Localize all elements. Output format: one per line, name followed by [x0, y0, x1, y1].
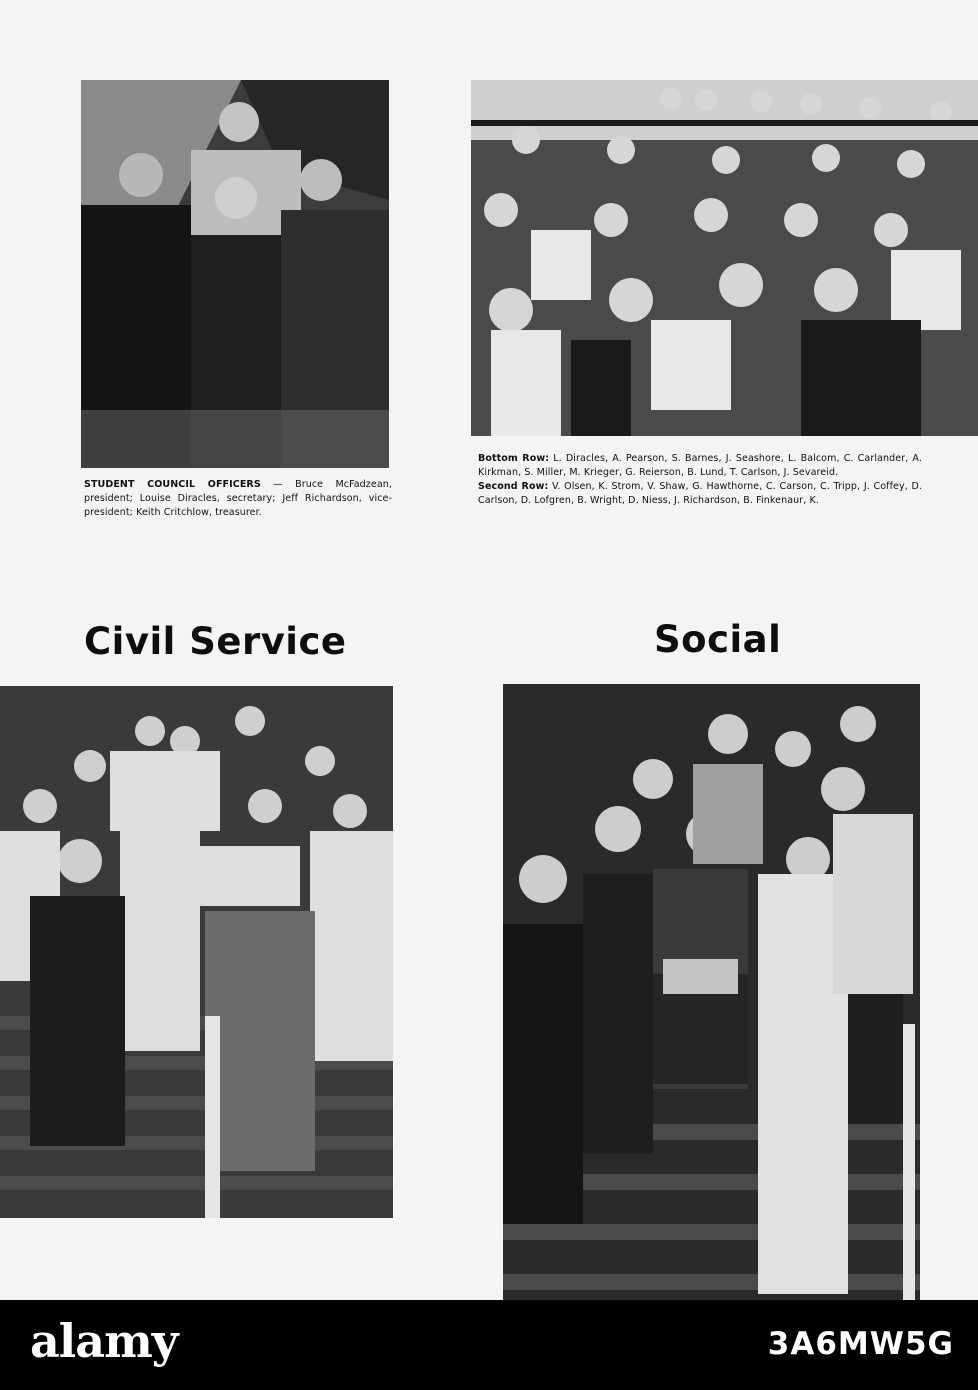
group-photo [471, 80, 978, 436]
civil-service-photo-graphic [0, 686, 393, 1218]
council-photo-graphic [81, 80, 389, 468]
council-caption [84, 478, 392, 520]
second-row-text: V. Olsen, K. Strom, V. Shaw, G. Hawthorne, C. Carson, C. Tripp, J. Coffey, D. Carlson, D. Lofgren, B. Wright, D. Niess, J. Richardson, B. Finkenaur, K. [478, 481, 922, 506]
group-photo-graphic [471, 80, 978, 436]
council-caption-label: STUDENT COUNCIL OFFICERS [84, 479, 261, 490]
alamy-logo: alamy [30, 1314, 178, 1368]
social-heading: Social [654, 618, 782, 661]
council-caption-text: — Bruce McFadzean, president; Louise Diracles, secretary; Jeff Richardson, vice-president; Keith Critchlow, treasurer. [84, 479, 393, 518]
rows-caption [478, 452, 922, 508]
social-photo-graphic [503, 684, 920, 1300]
civil-service-heading: Civil Service [84, 620, 347, 663]
second-row-label: Second Row: [478, 481, 549, 492]
stock-image-id: 3A6MW5G [767, 1326, 954, 1362]
civil-service-photo [0, 686, 393, 1218]
council-photo [81, 80, 389, 468]
bottom-row-text: L. Diracles, A. Pearson, S. Barnes, J. Seashore, L. Balcom, C. Carlander, A. Kirkman, S. Miller, M. Krieger, G. Reierson, B. Lund, T. Carlson, J. Sevareid. [478, 453, 922, 478]
social-photo [503, 684, 920, 1300]
watermark-footer [0, 1300, 978, 1390]
bottom-row-label: Bottom Row: [478, 453, 550, 464]
